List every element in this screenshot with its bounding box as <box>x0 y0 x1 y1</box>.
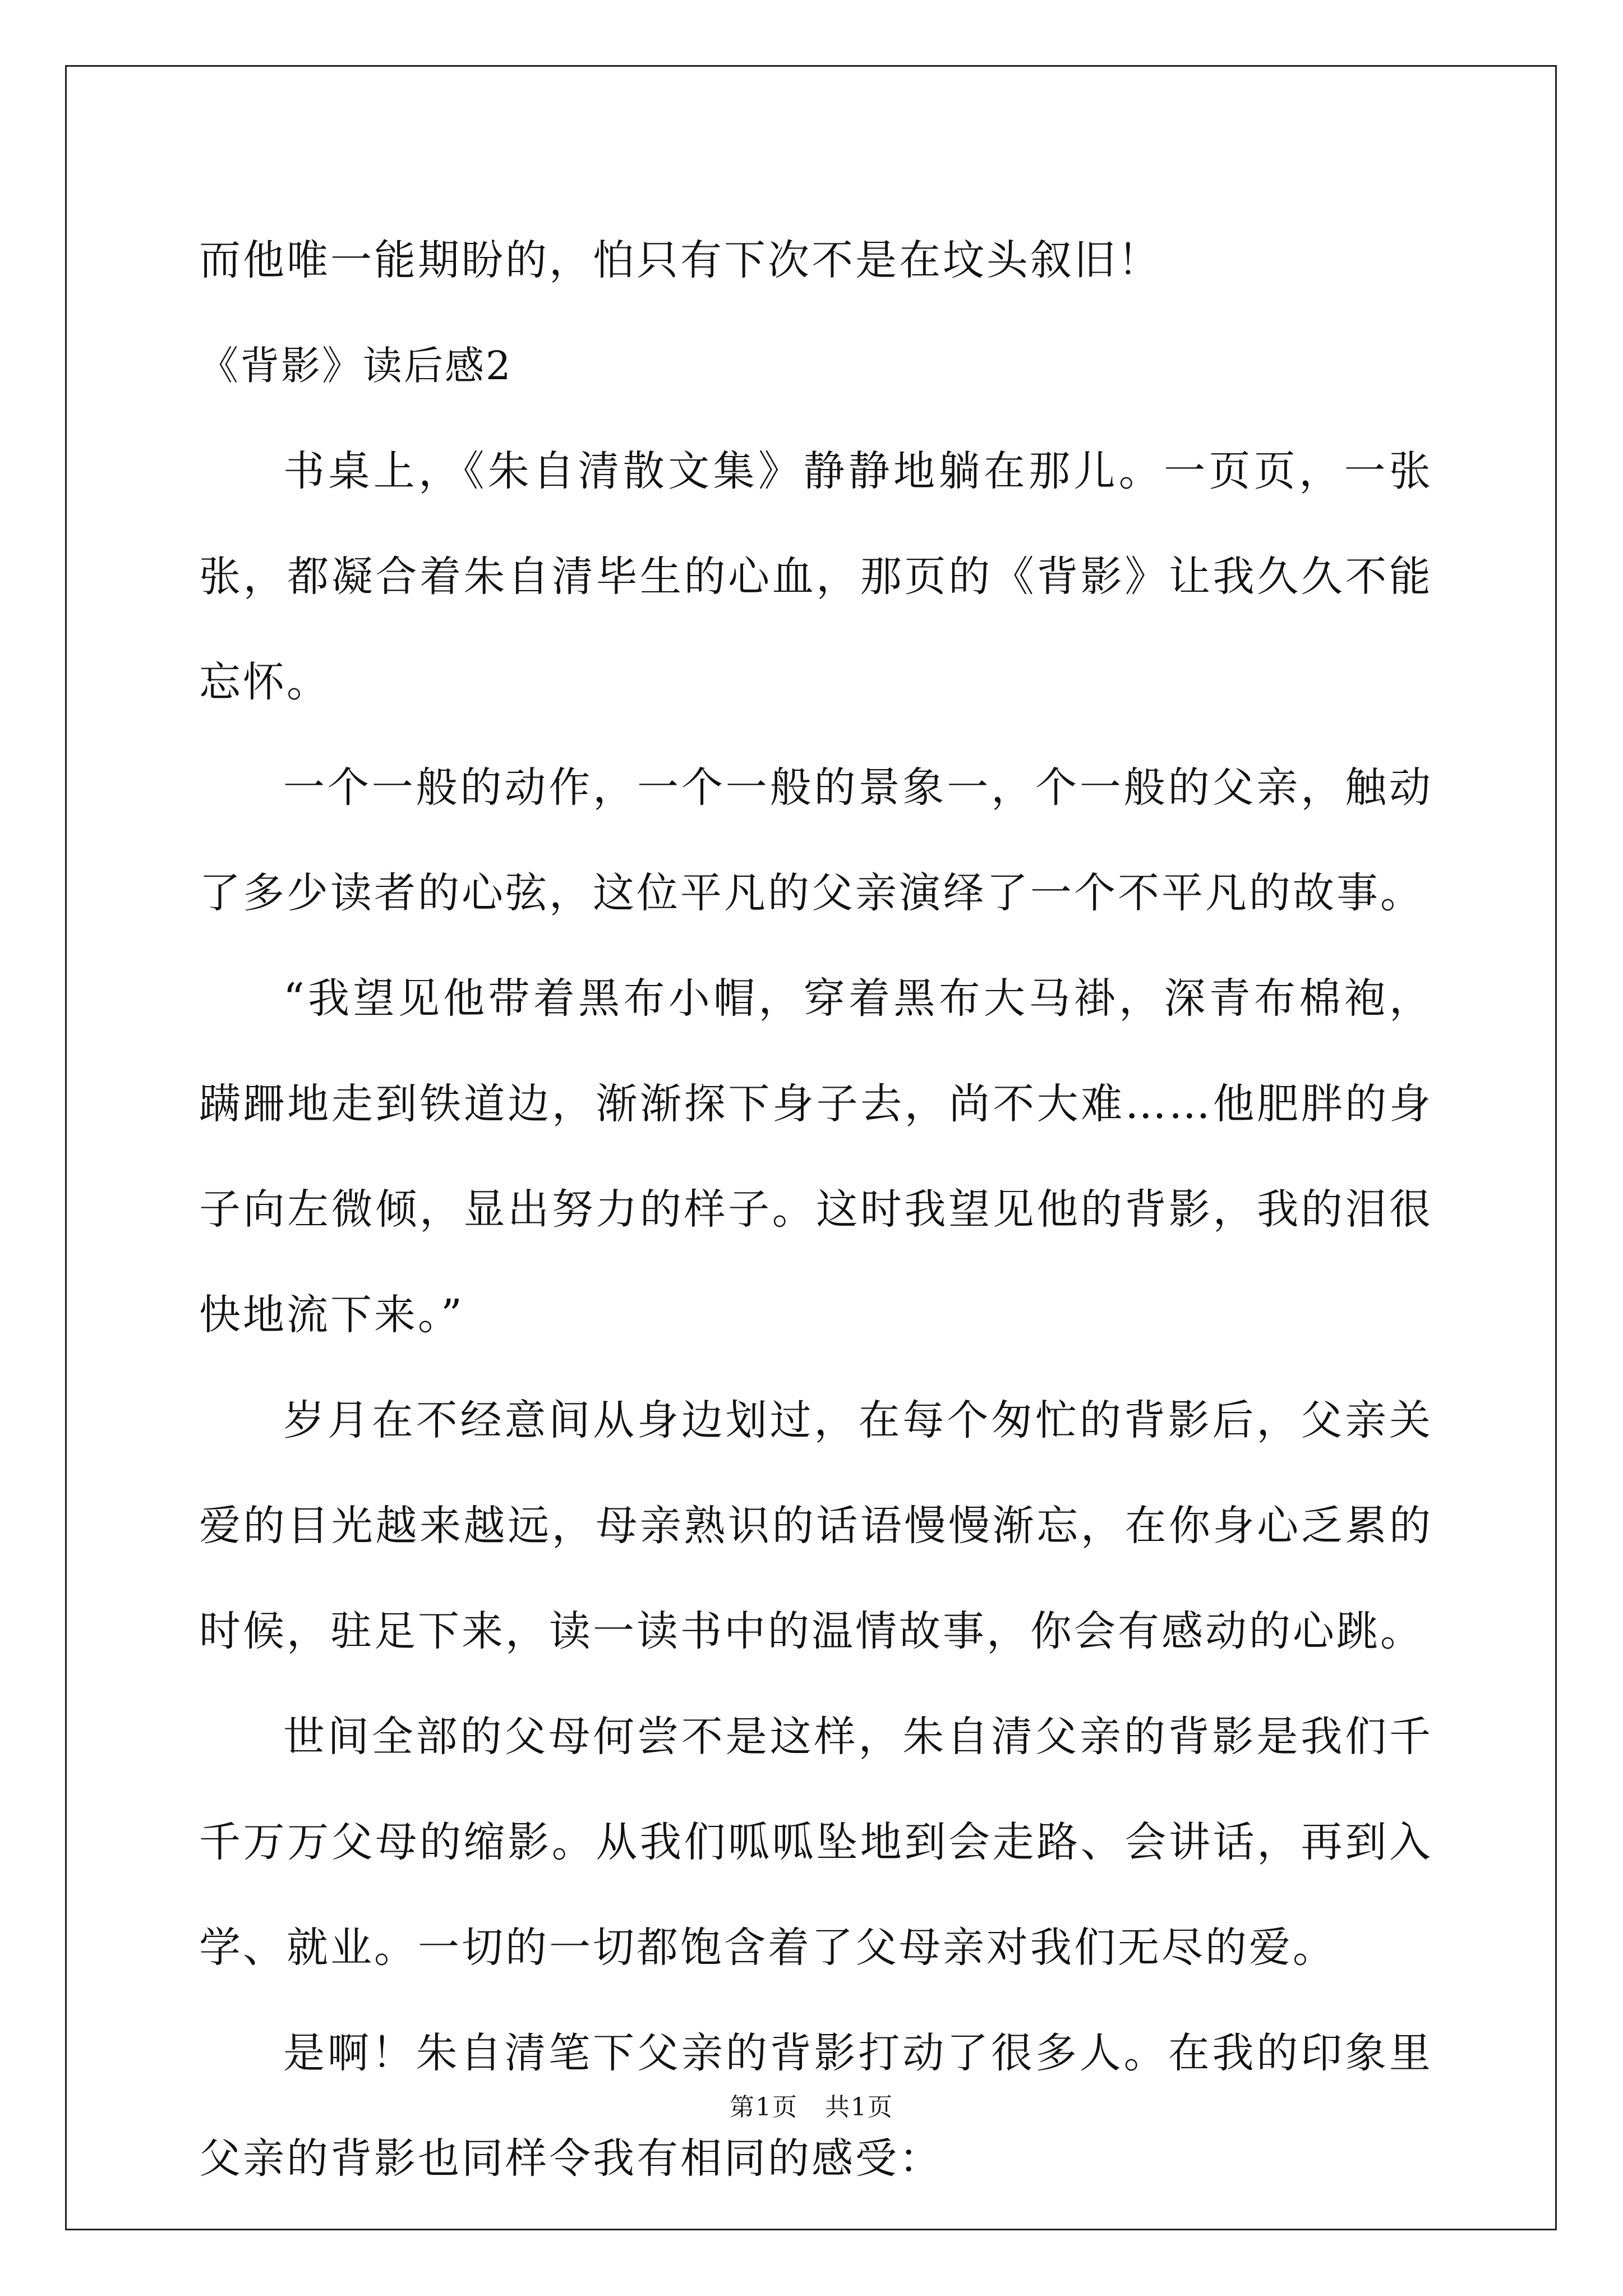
paragraph-quote: “我望见他带着黑布小帽，穿着黑布大马褂，深青布棉袍，蹒跚地走到铁道边，渐渐探下身子去，尚不大难……他肥胖的身子向左微倾，显出努力的样子。这时我望见他的背影，我的泪很快地流下来。” <box>199 974 1433 1339</box>
paragraph-3: 一个一般的动作，一个一般的景象一，个一般的父亲，触动了多少读者的心弦，这位平凡的父亲演绎了一个不平凡的故事。 <box>199 763 1433 917</box>
document-body <box>199 208 1433 2211</box>
paragraph-7: 是啊！朱自清笔下父亲的背影打动了很多人。在我的印象里父亲的背影也同样令我有相同的感受： <box>199 2029 1433 2183</box>
paragraph-6: 世间全部的父母何尝不是这样，朱自清父亲的背影是我们千千万万父母的缩影。从我们呱呱坠地到会走路、会讲话，再到入学、就业。一切的一切都饱含着了父母亲对我们无尽的爱。 <box>199 1713 1433 1972</box>
page-number-footer: 第1页 共1页 <box>730 2093 893 2122</box>
paragraph-5: 岁月在不经意间从身边划过，在每个匆忙的背影后，父亲关爱的目光越来越远，母亲熟识的话语慢慢渐忘，在你身心乏累的时候，驻足下来，读一读书中的温情故事，你会有感动的心跳。 <box>199 1396 1433 1655</box>
section-heading: 《背影》读后感2 <box>199 343 513 389</box>
paragraph-2: 书桌上，《朱自清散文集》静静地躺在那儿。一页页，一张张，都凝合着朱自清毕生的心血，那页的《背影》让我久久不能忘怀。 <box>199 447 1433 706</box>
paragraph-1: 而他唯一能期盼的，怕只有下次不是在坟头叙旧！ <box>199 236 1161 284</box>
